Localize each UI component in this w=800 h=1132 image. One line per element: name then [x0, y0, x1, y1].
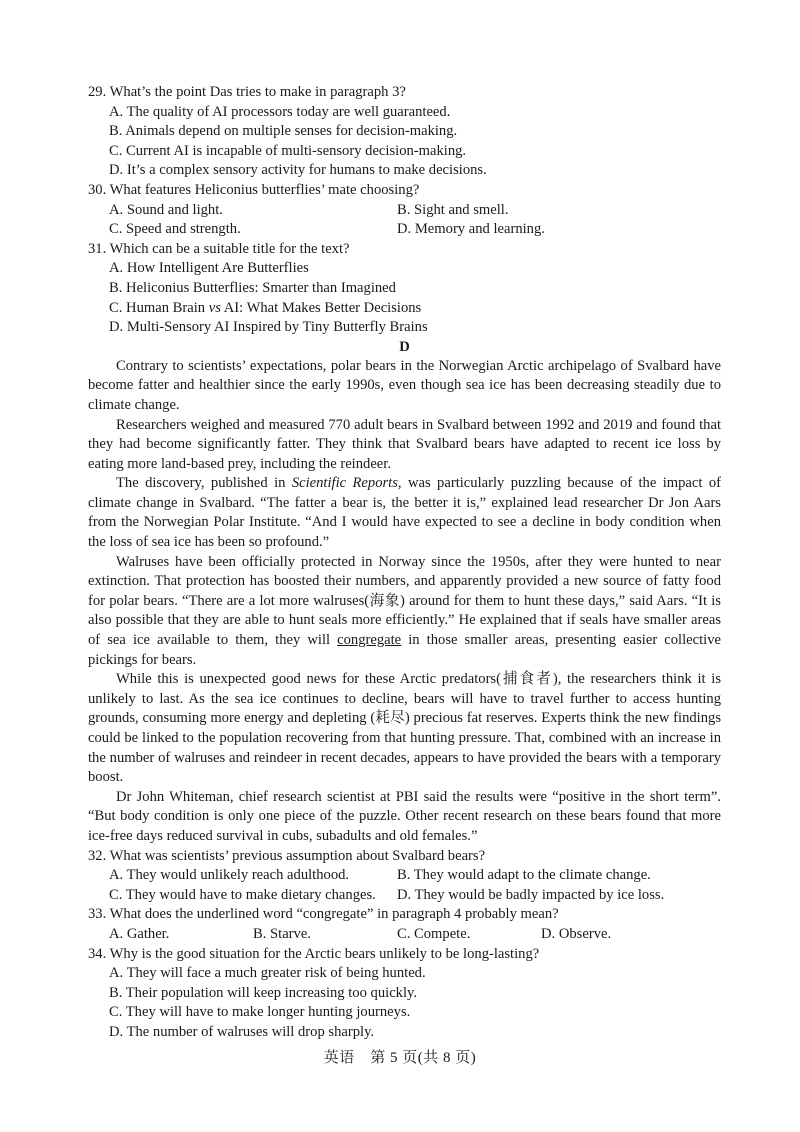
question-31-option-a: A. How Intelligent Are Butterflies [109, 260, 309, 277]
question-30-options-row-2 [88, 220, 721, 240]
passage-paragraph-3-part1: The discovery, published in [116, 475, 292, 492]
question-29-option-d: D. It’s a complex sensory activity for humans to make decisions. [109, 162, 487, 179]
question-31-option-c-part1: C. Human Brain [109, 299, 209, 316]
page-footer: 英语 第 5 页(共 8 页) [323, 1050, 477, 1066]
question-29-option-b: B. Animals depend on multiple senses for decision-making. [109, 123, 458, 140]
question-31-option-c [88, 299, 721, 319]
question-32-option-d: D. They would be badly impacted by ice loss. [397, 886, 665, 903]
question-34-option-d: D. The number of walruses will drop sharply. [109, 1023, 375, 1040]
question-30-option-a: A. Sound and light. [109, 201, 223, 218]
question-30-option-b: B. Sight and smell. [397, 201, 509, 218]
passage-paragraph-3-part2: , was particularly puzzling because of the impact of climate change in Svalbard. “The fatter a bear is, the better it is,” explained lead researcher Dr Jon Aars from the Norwegian Polar Institute. “And I would have expected to see a decline in body condition when the loss of sea ice has been so profound.” [88, 475, 721, 551]
passage-paragraph-4-part2: in those smaller areas, presenting easier collective pickings for bears. [88, 632, 721, 668]
question-31-option-c-part2: AI: What Makes Better Decisions [220, 299, 422, 316]
question-32-options-row-1 [88, 866, 721, 886]
question-31-option-b: B. Heliconius Butterflies: Smarter than Imagined [109, 279, 396, 296]
question-32-option-a: A. They would unlikely reach adulthood. [109, 867, 350, 884]
question-34-option-b: B. Their population will keep increasing too quickly. [109, 984, 418, 1001]
journal-name: Scientific Reports [291, 475, 398, 492]
question-30-option-d: D. Memory and learning. [397, 221, 545, 238]
exam-page [88, 83, 721, 1043]
question-31-option-d: D. Multi-Sensory AI Inspired by Tiny Butterfly Brains [109, 319, 428, 336]
question-31-option-c-vs: vs [208, 299, 221, 316]
passage-paragraph-4-part1: Walruses have been officially protected in Norway since the 1950s, after they were hunted to near extinction. That protection has boosted their numbers, and apparently provided a new source of fatty food for polar bears. “There are a lot more walruses(海象) around for them to hunt these days,” said Aars. “It is also possible that they are able to hunt seals more efficiently.” He explained that if seals have smaller areas of sea ice available to them, they will [88, 553, 721, 649]
passage-paragraph-1: Contrary to scientists’ expectations, polar bears in the Norwegian Arctic archipelago of Svalbard have become fatter and healthier since the early 1990s, even though sea ice has been decreasing steadily due to climate change. [88, 357, 721, 413]
question-33-option-a: A. Gather. [109, 925, 170, 942]
underlined-word: congregate [337, 632, 402, 649]
question-33-options [88, 925, 721, 945]
question-30-stem: 30. What features Heliconius butterflies’ mate choosing? [88, 181, 420, 198]
question-34-stem: 34. Why is the good situation for the Arctic bears unlikely to be long-lasting? [88, 945, 540, 962]
question-33-option-c: C. Compete. [397, 925, 471, 942]
question-29-option-a: A. The quality of AI processors today are well guaranteed. [109, 103, 451, 120]
question-30-options-row-1 [88, 201, 721, 221]
question-33-option-b: B. Starve. [253, 925, 311, 942]
question-30-option-c: C. Speed and strength. [109, 221, 241, 238]
question-34-option-c: C. They will have to make longer hunting journeys. [109, 1004, 411, 1021]
passage-paragraph-3 [88, 474, 721, 552]
passage-paragraph-6: Dr John Whiteman, chief research scientist at PBI said the results were “positive in the short term”. “But body condition is only one piece of the puzzle. Other recent research on these bears found that more ice-free days reduced survival in cubs, subadults and old females.” [88, 788, 721, 844]
question-31-stem: 31. Which can be a suitable title for the text? [88, 240, 350, 257]
question-29-stem: 29. What’s the point Das tries to make in paragraph 3? [88, 84, 406, 100]
question-32-options-row-2 [88, 886, 721, 906]
question-33-option-d: D. Observe. [541, 925, 612, 942]
question-32-option-c: C. They would have to make dietary changes. [109, 886, 376, 903]
passage-paragraph-2: Researchers weighed and measured 770 adult bears in Svalbard between 1992 and 2019 and found that they had become significantly fatter. They think that Svalbard bears have adapted to recent ice loss by eating more land-based prey, including the reindeer. [88, 416, 721, 472]
question-32-stem: 32. What was scientists’ previous assumption about Svalbard bears? [88, 847, 486, 864]
question-32-option-b: B. They would adapt to the climate change. [397, 867, 651, 884]
question-34-option-a: A. They will face a much greater risk of being hunted. [109, 965, 426, 982]
passage-paragraph-5: While this is unexpected good news for these Arctic predators(捕食者), the researchers think it is unlikely to last. As the sea ice continues to decline, bears will have to travel further to access hunting grounds, consuming more energy and depleting (耗尽) precious fat reserves. Experts think the new findings could be linked to the population recovering from that hunting pressure. That, combined with an increase in the number of walruses and reindeer in recent decades, appears to have provided the bears with a temporary boost. [88, 671, 721, 786]
question-29-option-c: C. Current AI is incapable of multi-sensory decision-making. [109, 142, 467, 159]
passage-paragraph-4 [88, 553, 721, 671]
section-letter: D [399, 338, 410, 355]
question-33-stem: 33. What does the underlined word “congregate” in paragraph 4 probably mean? [88, 906, 559, 923]
